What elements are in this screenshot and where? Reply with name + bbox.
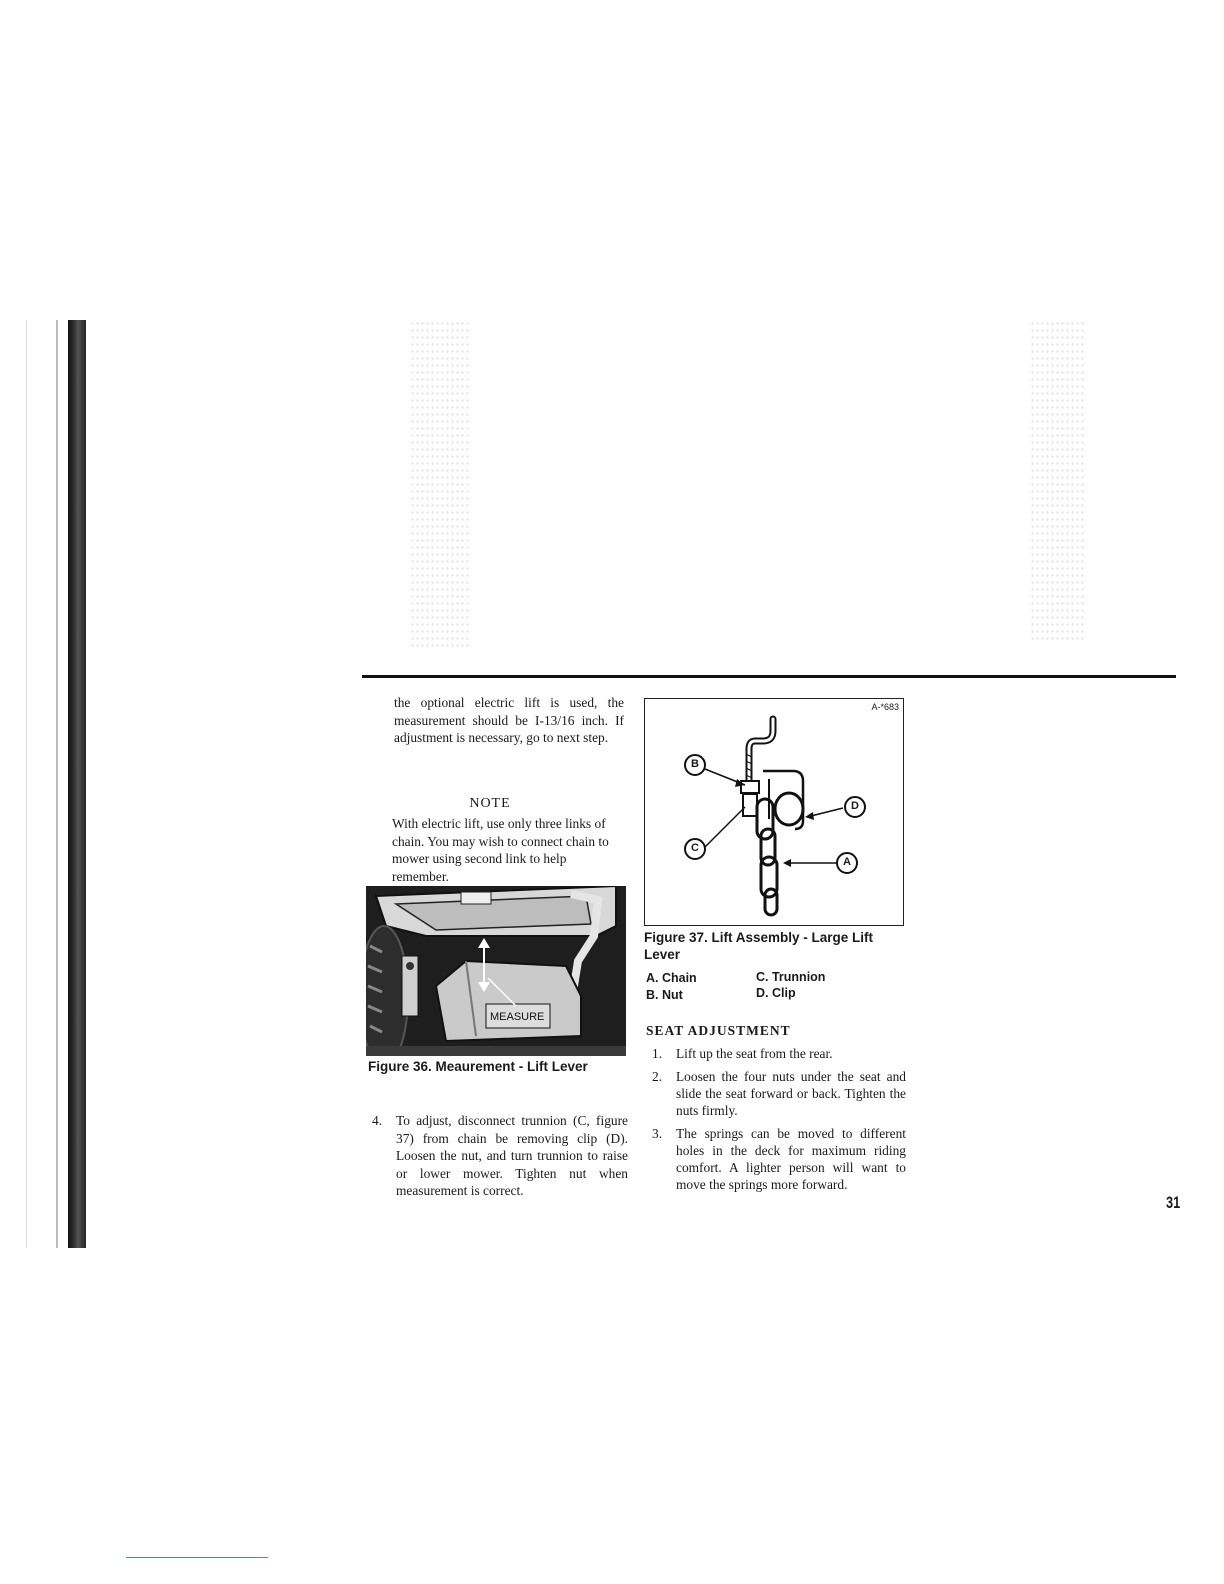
figure-37-caption: Figure 37. Lift Assembly - Large Lift Lever — [644, 930, 874, 962]
note-paragraph: With electric lift, use only three links of chain. You may wish to connect chain to mower using second link to help remember. — [392, 816, 609, 884]
step-item — [652, 1068, 906, 1119]
scan-speckle — [1030, 320, 1085, 640]
scan-edge-line — [56, 320, 58, 1248]
step-number: 4. — [372, 1113, 383, 1128]
legend-item: D. Clip — [756, 986, 796, 1000]
seat-steps — [652, 1045, 906, 1199]
section-heading: SEAT ADJUSTMENT — [646, 1023, 791, 1038]
bottom-underline — [126, 1557, 268, 1558]
step-4 — [372, 1112, 628, 1206]
figure-ref-code: A-*683 — [871, 702, 899, 712]
callout-b: B — [691, 758, 699, 770]
legend-item: C. Trunnion — [756, 970, 826, 984]
mower-lift-illustration — [366, 886, 626, 1056]
callout-d: D — [851, 800, 859, 812]
legend-item: B. Nut — [646, 988, 683, 1002]
scan-edge-line — [26, 320, 27, 1248]
step-number: 1. — [652, 1046, 663, 1061]
step-number: 3. — [652, 1126, 663, 1141]
page-number: 31 — [1166, 1193, 1181, 1212]
step-text: Lift up the seat from the rear. — [676, 1046, 833, 1061]
step-item — [652, 1125, 906, 1193]
step-text: Loosen the four nuts under the seat and slide the seat forward or back. Tighten the nuts firmly. — [676, 1069, 906, 1118]
legend-item: A. Chain — [646, 971, 697, 985]
binding-shadow — [68, 320, 86, 1248]
measure-label: MEASURE — [490, 1011, 545, 1023]
step-text: To adjust, disconnect trunnion (C, figure 37) from chain be removing clip (D). Loosen the nut, and turn trunnion to raise or lower mower. Tighten nut when measurement is correct. — [396, 1113, 628, 1198]
scan-speckle — [410, 320, 470, 650]
callout-a: A — [843, 856, 851, 868]
note-title: NOTE — [469, 796, 511, 811]
intro-paragraph: the optional electric lift is used, the measurement should be I-13/16 inch. If adjustment is necessary, go to next step. — [394, 695, 624, 745]
figure-37-box — [644, 698, 904, 926]
step-text: The springs can be moved to different holes in the deck for maximum riding comfort. A lighter person will want to move the springs more forward. — [676, 1126, 906, 1192]
step-item — [652, 1045, 906, 1062]
callout-c: C — [691, 842, 699, 854]
figure-36-caption: Figure 36. Meaurement - Lift Lever — [368, 1059, 588, 1074]
step-number: 2. — [652, 1069, 663, 1084]
figure-36-photo — [366, 886, 626, 1056]
lift-assembly-drawing — [645, 699, 903, 925]
header-rule — [362, 675, 1176, 678]
